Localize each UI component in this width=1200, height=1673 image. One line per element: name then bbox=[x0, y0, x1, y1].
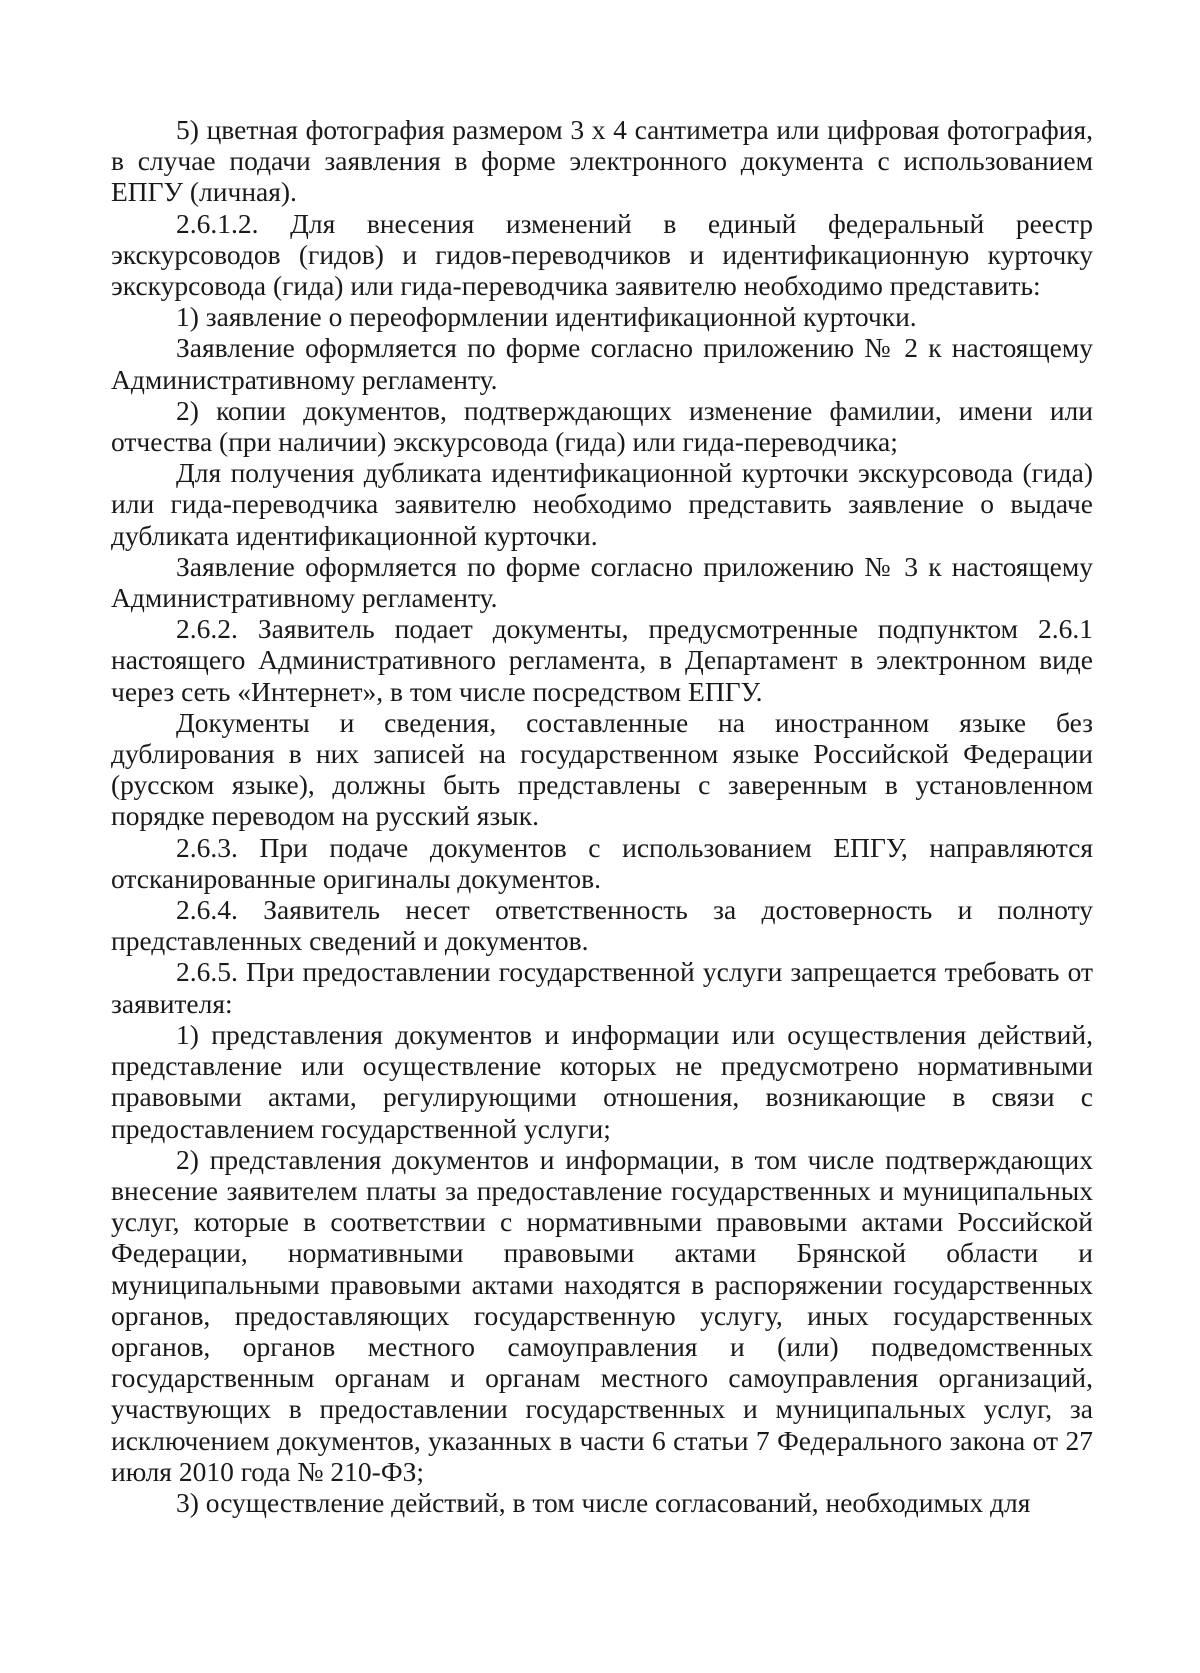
paragraph-duplicate-jacket: Для получения дубликата идентификационной курточки экскурсовода (гида) или гида-переводчика заявителю необходимо представить заявление о выдаче дубликата идентификационной курточки. bbox=[111, 457, 1093, 551]
paragraph-form-appendix-3: Заявление оформляется по форме согласно приложению № 3 к настоящему Административному регламенту. bbox=[111, 550, 1093, 614]
document-page bbox=[111, 114, 1093, 1518]
paragraph-reissue-application: 1) заявление о переоформлении идентификационной курточки. bbox=[176, 301, 917, 333]
paragraph-prohibition-1: 1) представления документов и информации или осуществления действий, представление или осуществление которых не предусмотрено нормативными правовыми актами, регулирующими отношения, возникающие в связи с предоставлением государственной услуги; bbox=[111, 1018, 1093, 1144]
paragraph-2-6-5: 2.6.5. При предоставлении государственной услуги запрещается требовать от заявителя: bbox=[111, 956, 1093, 1019]
paragraph-form-appendix-2: Заявление оформляется по форме согласно приложению № 2 к настоящему Административному регламенту. bbox=[111, 332, 1093, 395]
paragraph-name-change-copies: 2) копии документов, подтверждающих изменение фамилии, имени или отчества (при наличии) экскурсовода (гида) или гида-переводчика; bbox=[111, 394, 1093, 458]
paragraph-2-6-3: 2.6.3. При подаче документов с использованием ЕПГУ, направляются отсканированные оригиналы документов. bbox=[111, 831, 1093, 894]
paragraph-photo-requirement: 5) цветная фотография размером 3 x 4 сантиметра или цифровая фотография, в случае подачи заявления в форме электронного документа с использованием ЕПГУ (личная). bbox=[111, 114, 1093, 208]
paragraph-2-6-4: 2.6.4. Заявитель несет ответственность за достоверность и полноту представленных сведений и документов. bbox=[111, 894, 1093, 957]
paragraph-2-6-2: 2.6.2. Заявитель подает документы, предусмотренные подпунктом 2.6.1 настоящего Административного регламента, в Департамент в электронном виде через сеть «Интернет», в том числе посредством ЕПГУ. bbox=[111, 613, 1093, 707]
paragraph-foreign-language-documents: Документы и сведения, составленные на иностранном языке без дублирования в них записей на государственном языке Российской Федерации (русском языке), должны быть представлены с заверенным в установленном порядке переводом на русский язык. bbox=[111, 706, 1093, 832]
paragraph-2-6-1-2: 2.6.1.2. Для внесения изменений в единый федеральный реестр экскурсоводов (гидов) и гидов-переводчиков и идентификационную курточку экскурсовода (гида) или гида-переводчика заявителю необходимо представить: bbox=[111, 207, 1093, 302]
paragraph-prohibition-2: 2) представления документов и информации, в том числе подтверждающих внесение заявителем платы за предоставление государственных и муниципальных услуг, которые в соответствии с нормативными правовыми актами Российской Федерации, нормативными правовыми актами Брянской области и муниципальными правовыми актами находятся в распоряжении государственных органов, предоставляющих государственную услугу, иных государственных органов, органов местного самоуправления и (или) подведомственных государственным органам и органам местного самоуправления организаций, участвующих в предоставлении государственных и муниципальных услуг, за исключением документов, указанных в части 6 статьи 7 Федерального закона от 27 июля 2010 года № 210-ФЗ; bbox=[111, 1143, 1093, 1487]
paragraph-prohibition-3: 3) осуществление действий, в том числе согласований, необходимых для bbox=[176, 1486, 1031, 1518]
